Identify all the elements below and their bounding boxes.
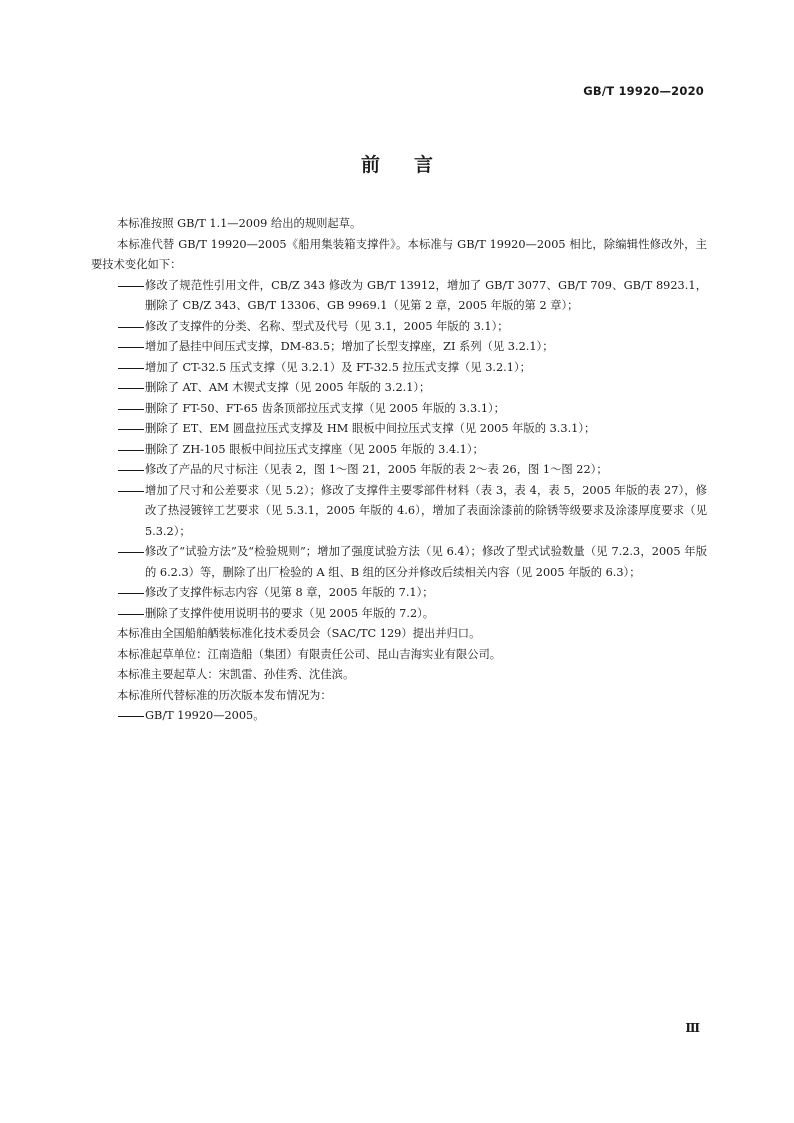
page-title: 前言 [360,154,467,176]
history-item-text: GB/T 19920—2005。 [145,709,265,722]
paragraph-drafting-rules: 本标准按照 GB/T 1.1—2009 给出的规则起草。 [117,217,362,230]
page-number: Ⅲ [685,1021,700,1035]
paragraph-proposer: 本标准由全国船舶舾装标准化技术委员会（SAC/TC 129）提出并归口。 [117,627,481,640]
list-item [91,460,707,481]
list-item [91,583,707,604]
list-item-text: 删除了 AT、AM 木锲式支撑（见 2005 年版的 3.2.1）； [145,381,431,394]
paragraph-drafters: 本标准主要起草人：宋凯雷、孙佳秀、沈佳滨。 [117,668,355,681]
list-item-text: 删除了 FT-50、FT-65 齿条顶部拉压式支撑（见 2005 年版的 3.3.1）； [145,401,505,415]
list-item-text: 修改了产品的尺寸标注（见表 2，图 1～图 21，2005 年版的表 2～表 26，图 1～图 22）； [145,463,608,476]
list-item-text: 增加了尺寸和公差要求（见 5.2）；修改了支撑件主要零部件材料（表 3，表 4，表 5，2005 年版的表 27），修改了热浸镀锌工艺要求（见 5.3.1，2005 年版的 4.6），增加了表面涂漆前的除锈等级要求及涂漆厚度要求（见 5.3.2）； [145,483,707,538]
list-item-text: 修改了支撑件的分类、名称、型式及代号（见 3.1，2005 年版的 3.1）； [145,319,509,333]
list-item [91,337,707,358]
list-item-text: 删除了支撑件使用说明书的要求（见 2005 年版的 7.2）。 [145,606,435,620]
list-item [91,317,707,338]
list-item-text: 修改了“试验方法”及“检验规则”；增加了强度试验方法（见 6.4）；修改了型式试验数量（见 7.2.3，2005 年版的 6.2.3）等，删除了出厂检验的 A 组、B 组的区分并修改后续相关内容（见 2005 年版的 6.3）； [145,545,707,579]
list-item [91,358,707,379]
list-item [91,604,707,625]
paragraph-history-intro: 本标准所代替标准的历次版本发布情况为： [117,688,332,702]
list-item [91,419,707,440]
history-item [91,706,707,727]
list-item-text: 删除了 ZH-105 眼板中间拉压式支撑座（见 2005 年版的 3.4.1）； [145,442,484,456]
list-item-text: 增加了 CT-32.5 压式支撑（见 3.2.1）及 FT-32.5 拉压式支撑（见 3.2.1）； [145,360,531,374]
paragraph-drafting-units: 本标准起草单位：江南造船（集团）有限责任公司、昆山吉海实业有限公司。 [117,647,502,661]
list-item [91,378,707,399]
list-item [91,440,707,461]
list-item-text: 修改了支撑件标志内容（见第 8 章，2005 年版的 7.1）； [145,586,434,599]
standard-number: GB/T 19920—2020 [583,84,704,98]
foreword-body [91,214,707,727]
list-item-text: 修改了规范性引用文件，CB/Z 343 修改为 GB/T 13912，增加了 GB/T 3077、GB/T 709、GB/T 8923.1，删除了 CB/Z 343、GB/T 13306、GB 9969.1（见第 2 章，2005 年版的第 2 章）； [145,278,707,312]
list-item [91,481,707,543]
list-item [91,276,707,317]
list-item [91,399,707,420]
list-item-text: 增加了悬挂中间压式支撑，DM-83.5；增加了长型支撑座，ZI 系列（见 3.2.1）； [145,340,554,353]
paragraph-replaces: 本标准代替 GB/T 19920—2005《船用集装箱支撑件》。本标准与 GB/T 19920—2005 相比，除编辑性修改外，主要技术变化如下： [91,237,707,271]
list-item-text: 删除了 ET、EM 圆盘拉压式支撑及 HM 眼板中间拉压式支撑（见 2005 年版的 3.3.1）； [145,422,596,435]
list-item [91,542,707,583]
